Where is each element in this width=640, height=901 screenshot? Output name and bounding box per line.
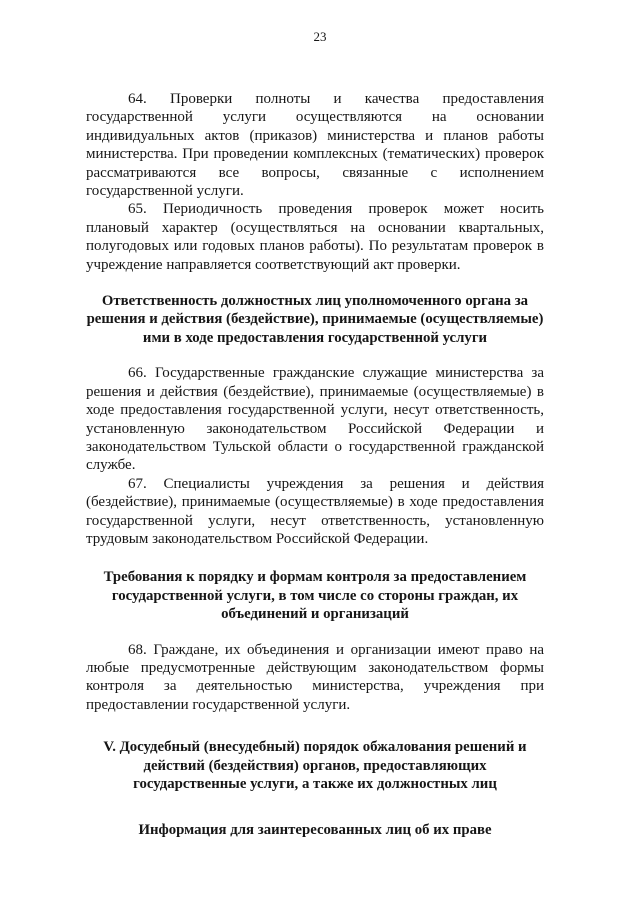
paragraph-67: 67. Специалисты учреждения за решения и действия (бездействие), принимаемые (осуществляемые) в ходе предоставления государственной услуги, несут ответственность, установленную трудовым законодательством Российской Федерации. [86, 475, 544, 547]
paragraph-68: 68. Граждане, их объединения и организации имеют право на любые предусмотренные действующим законодательством формы контроля за деятельностью министерства, учреждения при предоставлении государственной услуги. [86, 641, 544, 713]
chapter-heading-v: V. Досудебный (внесудебный) порядок обжалования решений и действий (бездействия) органов, предоставляющих государственные услуги, а также их должностных лиц [103, 739, 527, 792]
page-number: 23 [313, 29, 327, 44]
document-body [86, 90, 544, 840]
section-heading-responsibility: Ответственность должностных лиц уполномоченного органа за решения и действия (бездействие), принимаемые (осуществляемые) ими в ходе предоставления государственной услуги [86, 293, 544, 346]
paragraph-64: 64. Проверки полноты и качества предоставления государственной услуги осуществляются на основании индивидуальных актов (приказов) министерства и планов работы министерства. При проведении комплексных (тематических) проверок рассматриваются все вопросы, связанные с исполнением государственной услуги. [86, 91, 544, 200]
paragraph-65: 65. Периодичность проведения проверок может носить плановый характер (осуществляться на основании квартальных, полугодовых или годовых планов работы). По результатам проверок в учреждение направляется соответствующий акт проверки. [86, 201, 544, 273]
section-heading-information: Информация для заинтересованных лиц об их праве [138, 822, 492, 839]
section-heading-control-requirements: Требования к порядку и формам контроля за предоставлением государственной услуги, в том числе со стороны граждан, их объединений и организаций [103, 569, 527, 623]
paragraph-66: 66. Государственные гражданские служащие министерства за решения и действия (бездействие), принимаемые (осуществляемые) в ходе предоставления государственной услуги, несут ответственность, установленную законодательством Российской Федерации и законодательством Тульской области о государственной гражданской службе. [86, 365, 544, 474]
